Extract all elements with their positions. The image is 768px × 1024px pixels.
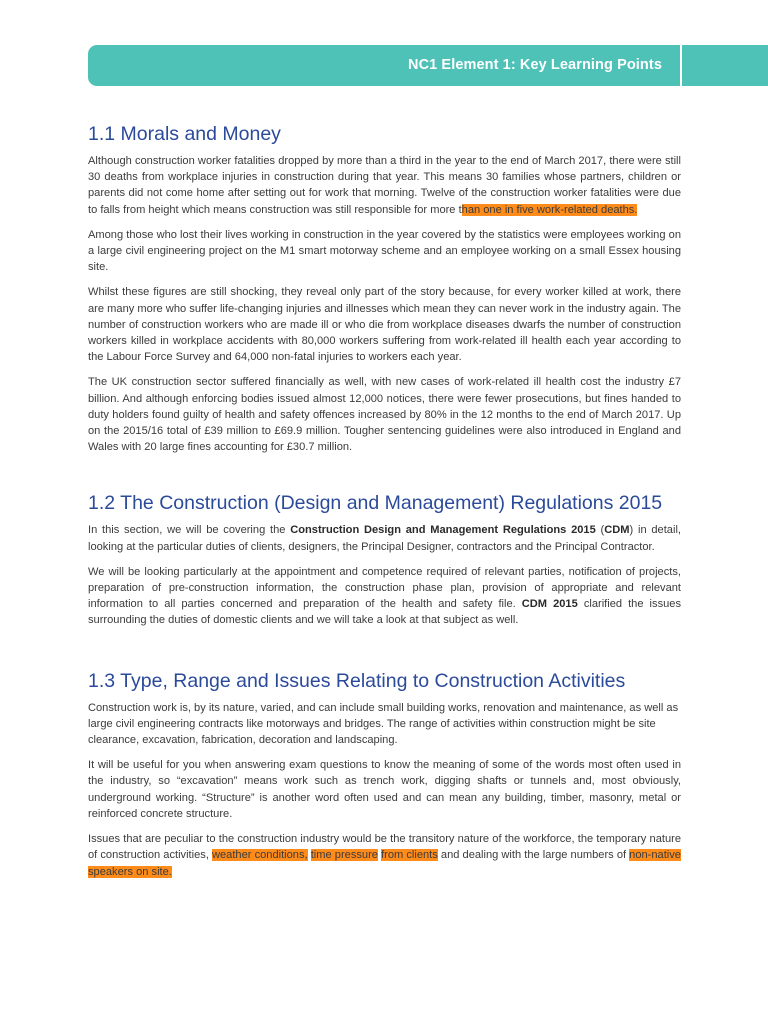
highlight: han one in five work-related deaths. <box>461 203 638 216</box>
paragraph: Among those who lost their lives working in construction in the year covered by the statistics were employees working on a large civil engineering project on the M1 smart motorway scheme and an employee working on a small Essex housing site. <box>88 228 681 274</box>
text-run: ) in detail, looking at the particular duties of clients, designers, the Principal Designer, contractors and the Principal Contractor. <box>88 524 681 553</box>
section-construction-activities <box>88 669 681 880</box>
text-run: Issues that are peculiar to the construction industry would be the transitory nature of the workforce, the temporary nature of construction activities, <box>88 833 681 862</box>
section-cdm-regulations <box>88 491 681 628</box>
bold-text: Construction Design and Management Regulations 2015 <box>290 524 596 537</box>
text-run: Although construction worker fatalities dropped by more than a third in the year to the end of March 2017, there were still 30 deaths from workplace injuries in construction during that year. This means 30 families whose partners, children or parents did not come home after setting out for work that morning. Twelve of the construction worker fatalities were due to falls from height which means construction was still responsible for more t <box>88 155 681 216</box>
paragraph <box>88 153 681 218</box>
bold-text: CDM 2015 <box>521 598 578 611</box>
highlight: weather conditions, <box>212 849 308 862</box>
text-run: ( <box>595 524 605 537</box>
highlight: non-native speakers on site. <box>88 849 681 878</box>
highlight: from clients <box>381 849 438 862</box>
page-content <box>88 122 681 889</box>
paragraph <box>88 522 681 554</box>
section-morals-and-money <box>88 122 681 455</box>
section-heading: 1.3 Type, Range and Issues Relating to Construction Activities <box>88 669 626 692</box>
page-header-title: NC1 Element 1: Key Learning Points <box>408 57 662 73</box>
paragraph: Whilst these figures are still shocking, they reveal only part of the story because, for every worker killed at work, there are many more who suffer life-changing injuries and illnesses which mean they can never work in the industry again. The number of construction workers who are made ill or who die from workplace diseases dwarfs the number of construction workers killed in workplace accidents with 80,000 workers suffering from work-related ill health each year according to the Labour Force Survey and 64,000 non-fatal injuries to workers each year. <box>88 286 681 364</box>
text-run: clarified the issues surrounding the duties of domestic clients and we will take a look at that subject as well. <box>88 598 682 627</box>
bold-text: CDM <box>604 524 630 537</box>
text-run: In this section, we will be covering the <box>88 524 291 537</box>
header-tab <box>682 45 768 86</box>
highlight: time pressure <box>310 849 378 862</box>
paragraph <box>88 564 681 629</box>
paragraph: It will be useful for you when answering exam questions to know the meaning of some of the words most often used in the industry, so “excavation” means work such as trench work, digging shafts or tunnels and, most obviously, underground working. “Structure” is another word often used and can mean any building, timber, masonry, metal or reinforced concrete structure. <box>88 759 681 820</box>
header-bar <box>88 45 680 86</box>
section-heading: 1.1 Morals and Money <box>88 123 281 145</box>
paragraph: The UK construction sector suffered financially as well, with new cases of work-related ill health cost the industry £7 billion. And although enforcing bodies issued almost 12,000 notices, there were fewer prosecutions, but fines handed to duty holders found guilty of health and safety offences increased by 80% in the 12 months to the end of March 2017. Up on the 2015/16 total of £39 million to £69.9 million. Tougher sentencing guidelines were also introduced in England and Wales with 20 large fines accounting for £30.7 million. <box>88 376 681 454</box>
text-run: and dealing with the large numbers of <box>437 849 630 862</box>
paragraph: Construction work is, by its nature, varied, and can include small building works, renovation and maintenance, as well as large civil engineering contracts like motorways and bridges. The range of activities within construction might be site clearance, excavation, fabrication, decoration and landscaping. <box>88 701 679 747</box>
paragraph <box>88 831 681 880</box>
text-run: We will be looking particularly at the appointment and competence required of relevant parties, notification of projects, preparation of pre-construction information, the construction phase plan, provision of appropriate and relevant information to all parties concerned and preparation of the health and safety file. <box>88 565 681 611</box>
section-heading: 1.2 The Construction (Design and Management) Regulations 2015 <box>88 492 663 515</box>
